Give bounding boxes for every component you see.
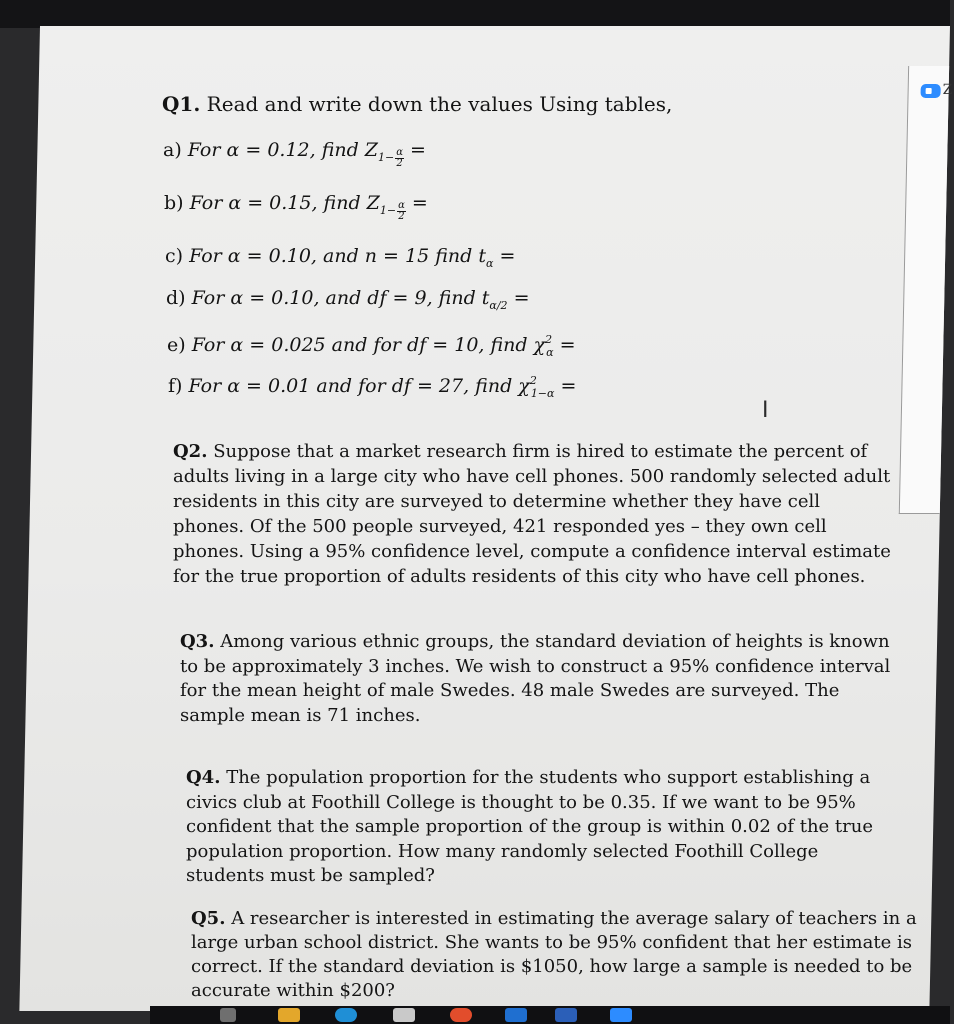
q1-item-d: d) For α = 0.10, and df = 9, find $t_{\alpha/2}$ = xyxy=(166,287,530,312)
q1-item-b: b) For α = 0.15, find $Z_{1-}$ $\frac{\alpha}{2}$ = xyxy=(164,192,428,222)
side-panel xyxy=(899,66,953,514)
zoom-taskbar-icon[interactable] xyxy=(610,1008,632,1022)
q1-item-e: e) For α = 0.025 and for df = 10, find $\chi^2_\alpha$ = xyxy=(167,333,576,359)
q4-label: Q4. xyxy=(186,767,221,788)
q1-item-a: a) For α = 0.12, find $Z_{1-}$ $\frac{\alpha}{2}$ = xyxy=(163,139,426,169)
store-icon[interactable] xyxy=(393,1008,415,1022)
taskbar xyxy=(150,1006,950,1024)
question-4: Q4. The population proportion for the students who support establishing a civics club at Foothill College is thought to be 0.35. If we want to be 95% confident that the sample proportion of the group is within 0.02 of the true population proportion. How many randomly selected Foothill College students must be sampled? xyxy=(186,767,874,886)
q1-item-f: f) For α = 0.01 and for df = 27, find $\chi^2_{1-\alpha}$ = xyxy=(168,374,577,400)
question-3: Q3. Among various ethnic groups, the standard deviation of heights is known to be approximately 3 inches. We wish to construct a 95% confidence interval for the mean height of male Swedes. 48 male Swedes are surveyed. The sample mean is 71 inches. xyxy=(180,631,891,726)
q1-label: Q1. xyxy=(162,92,201,116)
q1-item-c: c) For α = 0.10, and n = 15 find $t_\alpha$ = xyxy=(165,245,516,270)
zoom-camera-icon[interactable] xyxy=(920,84,940,98)
question-2: Q2. Suppose that a market research firm is hired to estimate the percent of adults living in a large city who have cell phones. 500 randomly selected adult residents in this city are surveyed to determine whether they have cell phones. Of the 500 people surveyed, 421 responded yes – they own cell phones. Using a 95% confidence level, compute a confidence interval estimate for the true proportion of adults residents of this city who have cell phones. xyxy=(173,441,891,587)
word-icon[interactable] xyxy=(555,1008,577,1022)
q3-label: Q3. xyxy=(180,631,215,652)
q1-instruction: Read and write down the values Using tables, xyxy=(200,92,673,116)
chrome-browser-icon[interactable] xyxy=(450,1008,472,1022)
mail-icon[interactable] xyxy=(505,1008,527,1022)
text-cursor-icon: I xyxy=(762,398,769,423)
q2-label: Q2. xyxy=(173,441,208,462)
q5-label: Q5. xyxy=(191,908,226,929)
question-5: Q5. A researcher is interested in estimating the average salary of teachers in a large urban school district. She wants to be 95% confident that her estimate is correct. If the standard deviation is $1050, how large a sample is needed to be accurate within $200? xyxy=(191,908,917,1001)
zoom-label: Z xyxy=(942,82,953,98)
task-view-icon[interactable] xyxy=(220,1008,236,1022)
q1-title xyxy=(162,92,672,116)
window-top-bar xyxy=(0,0,950,28)
edge-browser-icon[interactable] xyxy=(335,1008,357,1022)
file-explorer-icon[interactable] xyxy=(278,1008,300,1022)
